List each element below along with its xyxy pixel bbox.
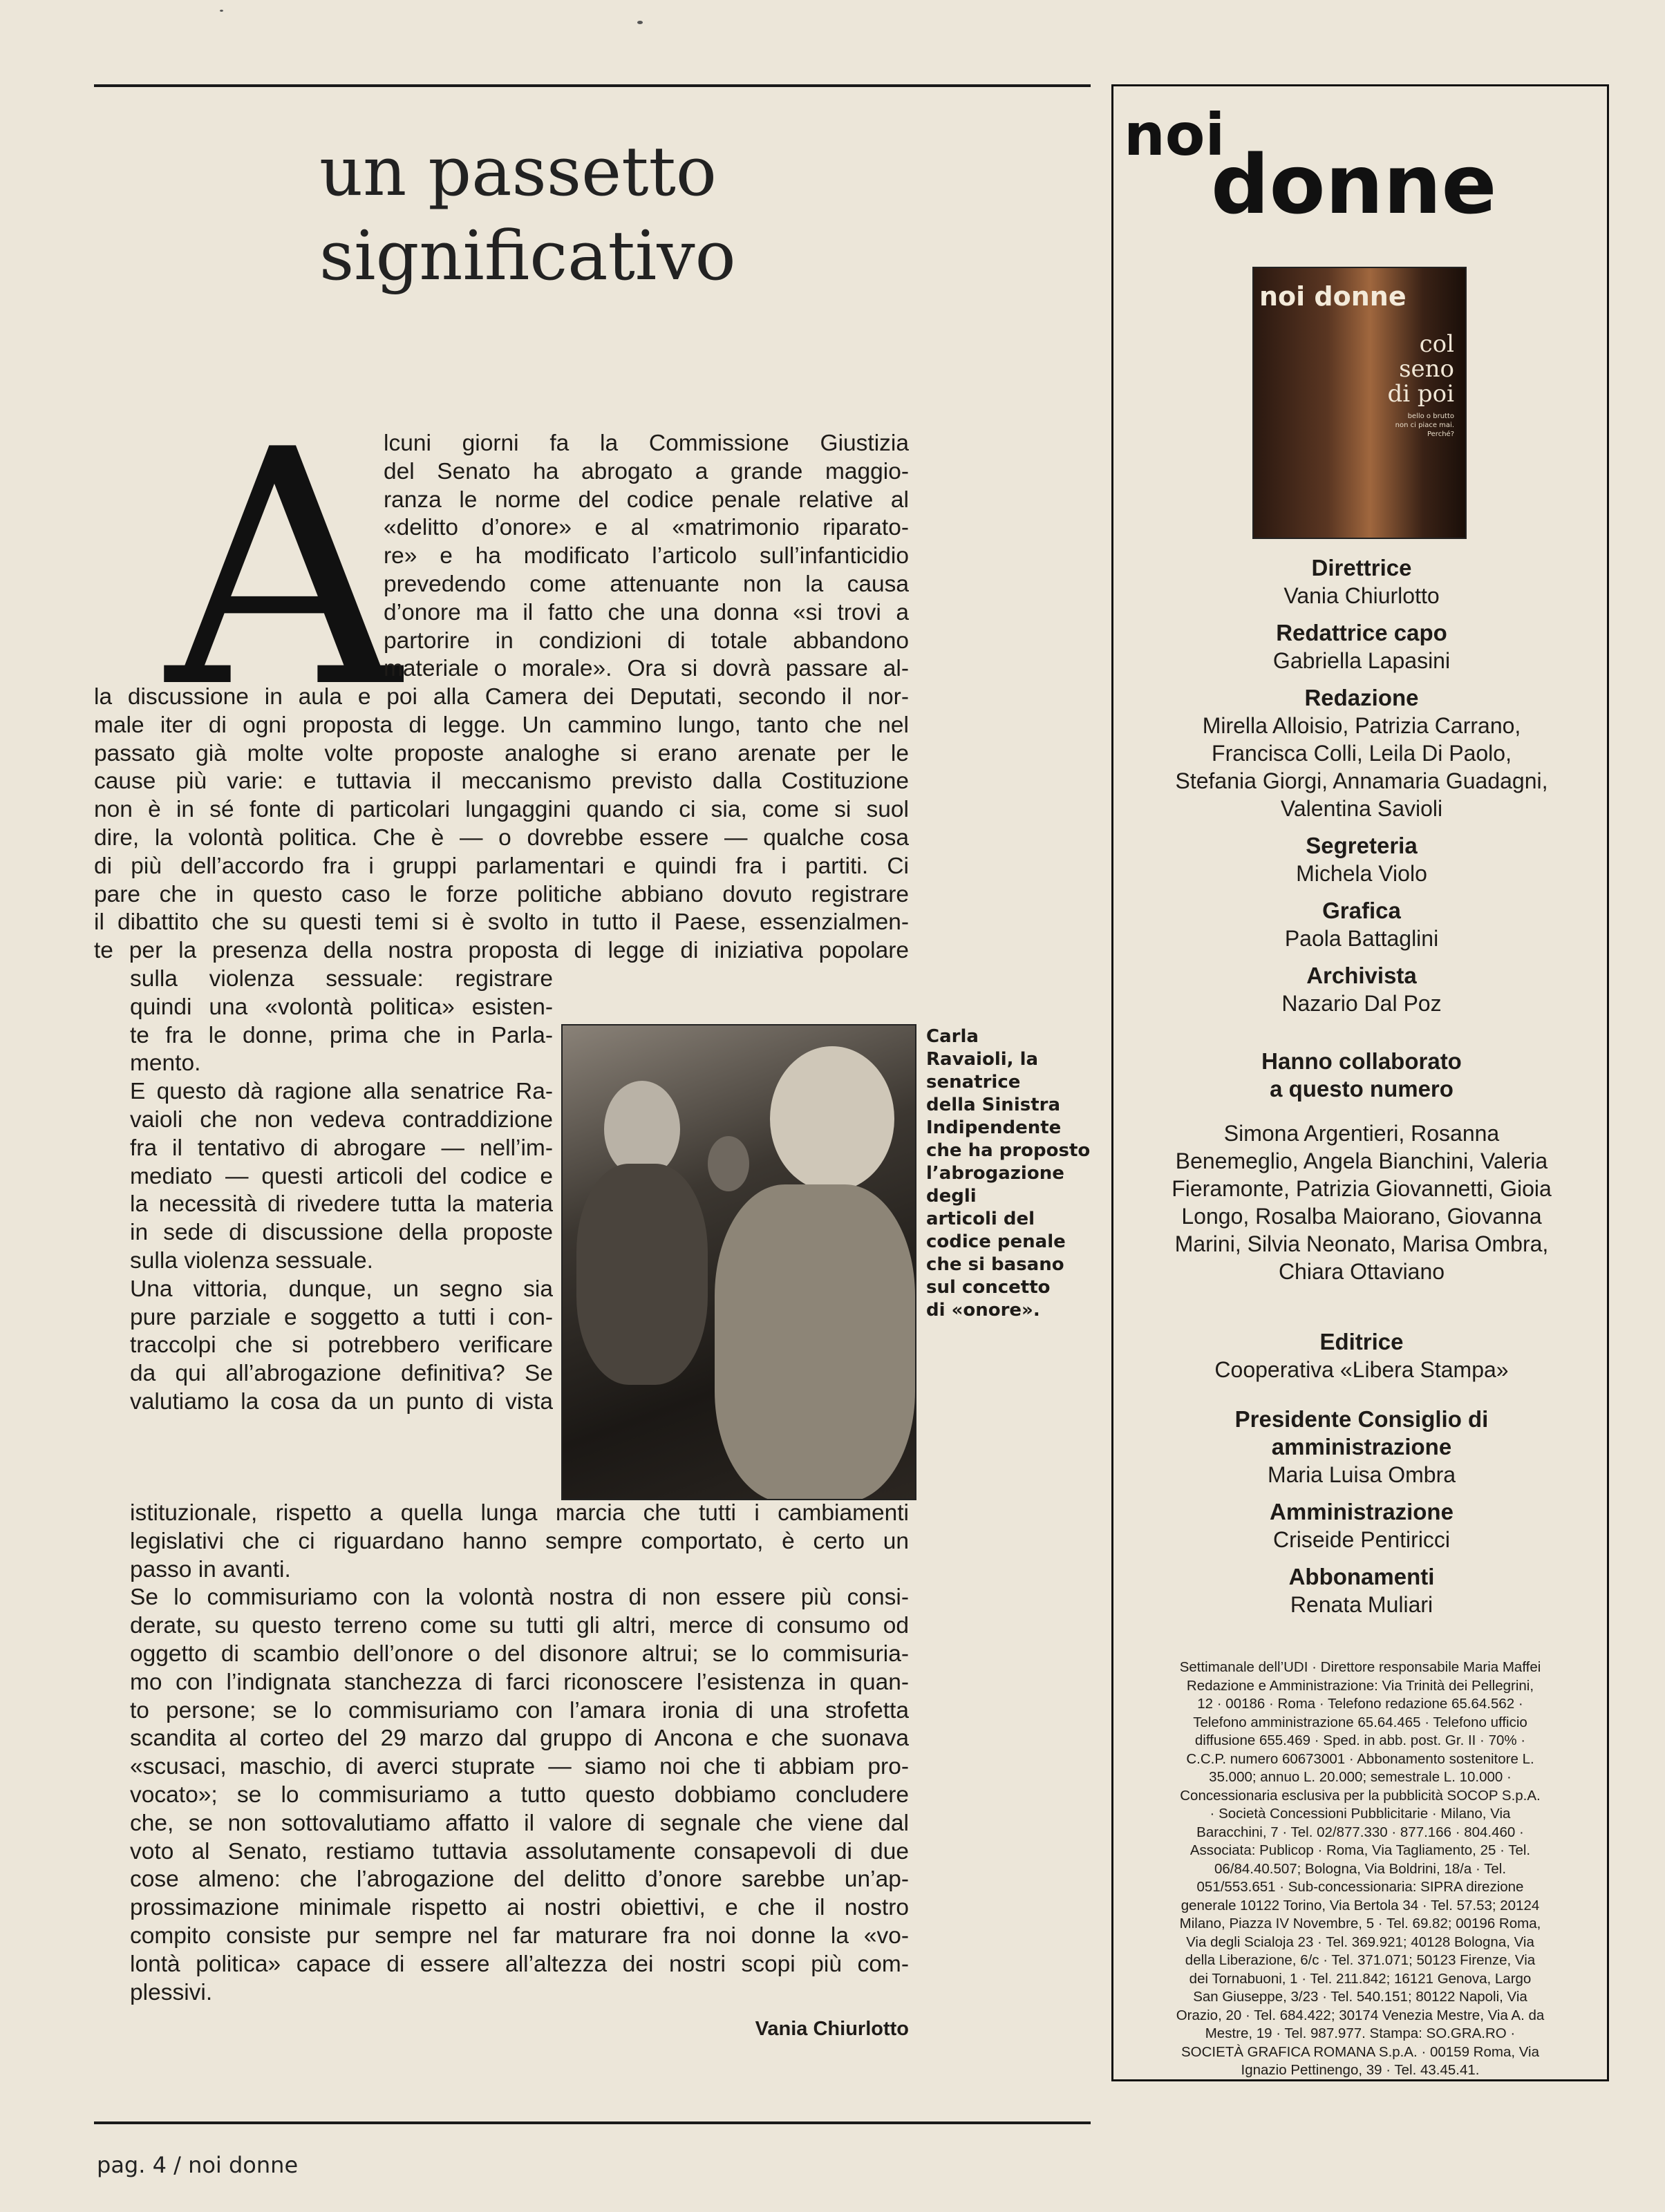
page-footer: pag. 4 / noi donne [97,2152,299,2178]
article-line: istituzionale, rispetto a quella lunga marcia che tutti i cambiamenti [130,1500,909,1526]
article-line: passato già molte volte proposte analoghe si erano arenate per le [94,740,909,766]
staff-name: Gabriella Lapasini [1272,648,1451,673]
photo-background-man [708,1136,749,1191]
caption-line: Carla [926,1026,979,1047]
colophon-line: Ignazio Pettinengo, 39 · Tel. 43.45.41. [1241,2062,1480,2078]
article-body-narrow [130,965,553,1417]
article-line: Una vittoria, dunque, un segno sia [130,1276,553,1302]
staff-presidente [1120,1406,1603,1488]
article-line: quindi una «volontà politica» esisten- [130,994,553,1020]
article-line: male iter di ogni proposta di legge. Un cammino lungo, tanto che nel [94,712,909,738]
cover-subline [1385,412,1454,439]
colophon-line: Orazio, 20 · Tel. 684.422; 30174 Venezia Mestre, Via A. da [1176,2007,1545,2023]
colophon-line: Settimanale dell’UDI · Direttore responsabile Maria Maffei [1179,1659,1541,1675]
cover-subline-line: bello o brutto [1407,413,1454,420]
staff-role: Editrice [1319,1329,1404,1354]
article-line: to persone; se lo commisuriamo con l’amara ironia di una strofetta [130,1697,909,1723]
article-line: vocato»; se lo commisuriamo a tutto questo dobbiamo concludere [130,1781,909,1808]
cover-subline-line: non ci piace mai. [1395,422,1454,429]
staff-name: Stefania Giorgi, Annamaria Guadagni, [1175,768,1548,793]
photo-woman-body [715,1184,915,1500]
staff-section [1120,897,1603,952]
caption-line: senatrice [926,1072,1021,1093]
cover-subline-line: Perché? [1427,431,1454,438]
top-rule [94,84,1091,87]
article-line: partorire in condizioni di totale abbandono [384,627,909,654]
staff-role: Presidente Consiglio di [1234,1406,1489,1432]
article-line: ranza le norme del codice penale relative al [384,486,909,513]
article-line: la discussione in aula e poi alla Camera dei Deputati, secondo il nor- [94,684,909,710]
print-speck [637,21,643,24]
staff-abbonamenti [1120,1563,1603,1618]
colophon-line: 35.000; annuo L. 20.000; semestrale L. 10.000 · [1209,1769,1512,1785]
caption-line: articoli del [926,1209,1035,1229]
article-line: passo in avanti. [130,1556,291,1582]
staff-role: Segreteria [1306,833,1418,858]
photo-man-body [576,1164,708,1385]
article-body-part2 [130,1500,909,2007]
noi-donne-logo [1121,109,1598,220]
article-title [319,130,941,299]
article-line: non è in sé fonte di particolari lungaggini quando ci sia, come si suol [94,797,909,823]
staff-names [1120,925,1603,952]
title-line: un passetto [319,133,717,211]
caption-line: sul concetto [926,1277,1051,1298]
caption-line: che ha proposto [926,1140,1091,1161]
staff-name: Renata Muliari [1290,1592,1433,1617]
cover-logo-text: noi donne [1259,281,1407,312]
colophon-line: diffusione 655.469 · Sped. in abb. post. Gr. II · 70% · [1194,1732,1526,1748]
logo-line-donne: donne [1211,137,1497,220]
article-line: prevedendo come attenuante non la causa [384,571,909,597]
staff-main [1120,554,1603,1017]
article-line: da qui all’abrogazione definitiva? Se [130,1361,553,1387]
caption-line: degli [926,1186,977,1207]
magazine-cover [1252,267,1467,539]
caption-line: l’abrogazione [926,1163,1064,1184]
staff-amministrazione [1120,1498,1603,1553]
article-line: lcuni giorni fa la Commissione Giustizia [384,431,909,456]
colophon-line: Mestre, 19 · Tel. 987.977. Stampa: SO.GRA.RO · [1205,2025,1516,2041]
article-line: re» e ha modificato l’articolo sull’infanticidio [384,543,909,569]
article-line: legislativi che ci riguardano hanno sempre comportato, è certo un [130,1528,909,1554]
article-line: sulla violenza sessuale: registrare [130,966,553,992]
colophon-line: dei Tornabuoni, 1 · Tel. 211.842; 16121 Genova, Largo [1189,1970,1532,1987]
article-line: «scusaci, maschio, di averci stuprate — siamo noi che ti abbiam pro- [130,1754,909,1780]
colophon-line: 051/553.651 · Sub-concessionaria: SIPRA direzione [1196,1879,1524,1895]
article-line: materiale o morale». Ora si dovrà passare al- [384,656,909,682]
article-line: te per la presenza della nostra proposta di legge di iniziativa popolare [94,938,909,964]
author-signature: Vania Chiurlotto [755,2018,909,2040]
article-line: del Senato ha abrogato a grande maggio- [384,458,909,484]
spacer [1120,1295,1603,1328]
staff-names [1120,860,1603,887]
staff-role: Archivista [1306,963,1417,988]
article-line: dire, la volontà politica. Che è — o dovrebbe essere — qualche cosa [94,824,909,851]
article-line: valutiamo la cosa da un punto di vista [130,1388,553,1415]
caption-line: Indipendente [926,1117,1062,1138]
colophon-line: San Giuseppe, 3/23 · Tel. 540.151; 80122 Napoli, Via [1193,1989,1527,2005]
staff-name: Maria Luisa Ombra [1267,1462,1456,1487]
spacer [1120,1393,1603,1406]
colophon-line: Milano, Piazza IV Novembre, 5 · Tel. 69.82; 00196 Roma, [1179,1916,1541,1931]
staff-role: Amministrazione [1270,1499,1454,1524]
caption-line: codice penale [926,1231,1066,1252]
colophon-line: Via degli Scialoja 23 · Tel. 369.921; 40128 Bologna, Via [1186,1934,1534,1950]
colophon-line: Baracchini, 7 · Tel. 02/877.330 · 877.166 · 804.460 · [1196,1824,1524,1840]
staff-section [1120,962,1603,1017]
colophon-line: C.C.P. numero 60673001 · Abbonamento sostenitore L. [1186,1750,1534,1767]
staff-section [1120,832,1603,887]
article-body-part1 [94,683,909,965]
masthead-staff [1120,554,1603,1628]
photo-man-head [604,1081,680,1178]
collaborator-line: Fieramonte, Patrizia Giovannetti, Gioia [1172,1176,1552,1201]
collaborators-heading-line: Hanno collaborato [1261,1048,1462,1074]
article-line: la necessità di rivedere tutta la materia [130,1191,553,1218]
article-line: traccolpi che si potrebbero verificare [130,1332,553,1359]
article-line: te fra le donne, prima che in Parla- [130,1022,553,1048]
collaborator-line: Longo, Rosalba Maiorano, Giovanna [1181,1204,1542,1229]
caption-line: che si basano [926,1254,1064,1275]
colophon-line: Telefono amministrazione 65.64.465 · Telefono ufficio [1193,1714,1527,1730]
article-line: che, se non sottovalutiamo affatto il valore di segnale che viene dal [130,1810,909,1836]
article-line: plessivi. [130,1979,213,2005]
article-line: E questo dà ragione alla senatrice Ra- [130,1079,553,1105]
staff-names [1120,647,1603,674]
staff-name: Valentina Savioli [1280,796,1443,821]
article-line: derate, su questo terreno come su tutti gli altri, merce di consumo od [130,1613,909,1639]
photo-woman-head [770,1046,894,1191]
article-line: voto al Senato, restiamo tuttavia assolutamente consapevoli di due [130,1838,909,1864]
article-line: lontà politica» capace di essere all’altezza dei nostri scopi più com- [130,1951,909,1977]
staff-names [1120,582,1603,609]
colophon-line: della Liberazione, 6/c · Tel. 371.071; 50123 Firenze, Via [1185,1952,1536,1968]
staff-section [1120,619,1603,674]
article-line: vaioli che non vedeva contraddizione [130,1106,553,1133]
staff-name: Paola Battaglini [1284,926,1439,951]
colophon-line: · Società Concessioni Pubblicitarie · Milano, Via [1210,1806,1511,1822]
article-line: cause più varie: e tuttavia il meccanismo previsto dalla Costituzione [94,768,909,795]
staff-role: amministrazione [1271,1434,1452,1459]
staff-name: Vania Chiurlotto [1283,583,1440,608]
staff-name: Mirella Alloisio, Patrizia Carrano, [1202,713,1521,738]
cover-headline-line: col [1419,330,1454,358]
cover-logo [1254,275,1465,316]
staff-section [1120,684,1603,822]
cover-headline-line: di poi [1387,380,1454,408]
caption-line: della Sinistra [926,1095,1060,1115]
article-line: Se lo commisuriamo con la volontà nostra di non essere più consi- [130,1585,909,1611]
article-line: fra il tentativo di abrogare — nell’im- [130,1135,553,1161]
article-line: cose almeno: che l’abrogazione del delitto d’onore sarebbe un’ap- [130,1866,909,1893]
staff-role: Redazione [1304,685,1419,710]
photo-caption [926,1025,1092,1322]
caption-line: Ravaioli, la [926,1049,1039,1070]
colophon [1131,1658,1590,2080]
caption-line: di «onore». [926,1300,1040,1321]
staff-role: Redattrice capo [1276,620,1447,645]
staff-role: Grafica [1322,898,1401,923]
staff-name: Michela Violo [1296,861,1427,886]
staff-role: Direttrice [1311,555,1412,580]
collaborators-list [1120,1119,1603,1285]
collaborator-line: Simona Argentieri, Rosanna [1223,1121,1500,1146]
article-line: mento. [130,1050,201,1077]
colophon-line: SOCIETÀ GRAFICA ROMANA S.p.A. · 00159 Roma, Via [1181,2043,1539,2060]
colophon-line: Redazione e Amministrazione: Via Trinità dei Pellegrini, [1186,1677,1534,1694]
colophon-line: Concessionaria esclusiva per la pubblicità SOCOP S.p.A. [1180,1787,1541,1804]
article-line: prossimazione minimale rispetto ai nostri obiettivi, e che il nostro [130,1895,909,1921]
staff-name: Criseide Pentiricci [1272,1527,1451,1552]
article-line: pare che in questo caso le forze politiche abbiano dovuto registrare [94,881,909,907]
staff-name: Nazario Dal Poz [1281,991,1442,1016]
staff-section [1120,554,1603,609]
staff-collaborators [1120,1048,1603,1285]
colophon-line: generale 10122 Torino, Via Bertola 34 · Tel. 57.53; 20124 [1180,1897,1540,1913]
staff-role: Abbonamenti [1288,1564,1435,1589]
article-line: compito consiste pur sempre nel far maturare fra noi donne la «vo- [130,1922,909,1949]
colophon-line: 12 · 00186 · Roma · Telefono redazione 65.64.562 · [1197,1696,1523,1712]
staff-name: Cooperativa «Libera Stampa» [1214,1357,1509,1382]
article-line: «delitto d’onore» e al «matrimonio riparato- [384,515,909,541]
article-line: di più dell’accordo fra i gruppi parlamentari e quindi fra i partiti. Ci [94,853,909,879]
bottom-rule [94,2121,1091,2124]
cover-headline-line: seno [1399,355,1454,383]
collaborator-line: Chiara Ottaviano [1278,1259,1445,1284]
article-intro [384,430,909,683]
print-speck [220,10,223,12]
staff-names [1120,990,1603,1017]
staff-name: Francisca Colli, Leila Di Paolo, [1212,741,1512,766]
staff-editrice [1120,1328,1603,1383]
article-line: scandita al corteo del 29 marzo dal gruppo di Ancona e che suonava [130,1726,909,1752]
article-line: in sede di discussione della proposte [130,1220,553,1246]
senator-photo [561,1024,916,1500]
colophon-line: Associata: Publicop · Roma, Via Tagliamento, 25 · Tel. [1189,1842,1531,1858]
article-line: sulla violenza sessuale. [130,1247,373,1274]
logo-line-noi: noi [1124,109,1225,169]
colophon-line: 06/84.40.507; Bologna, Via Boldrini, 18/a · Tel. [1214,1860,1507,1877]
drop-cap: A [166,381,401,759]
collaborator-line: Marini, Silvia Neonato, Marisa Ombra, [1174,1231,1549,1256]
collaborator-line: Benemeglio, Angela Bianchini, Valeria [1175,1148,1548,1173]
collaborators-heading-line: a questo numero [1270,1076,1454,1102]
spacer [1120,1027,1603,1048]
spacer [1120,1103,1603,1119]
title-line: significativo [319,217,736,296]
collaborators-heading [1120,1048,1603,1103]
article-line: oggetto di scambio dell’onore o del disonore altrui; se lo commisuria- [130,1641,909,1667]
article-line: il dibattito che su questi temi si è svolto in tutto il Paese, essenzialmen- [94,909,909,936]
article-line: pure parziale e soggetto a tutti i con- [130,1304,553,1330]
article-line: d’onore ma il fatto che una donna «si trovi a [384,599,909,625]
article-line: mo con l’indignata stanchezza di farci riconoscere l’esistenza in quan- [130,1669,909,1695]
cover-headline [1351,332,1454,406]
article-line: mediato — questi articoli del codice e [130,1163,553,1189]
staff-names [1120,712,1603,822]
